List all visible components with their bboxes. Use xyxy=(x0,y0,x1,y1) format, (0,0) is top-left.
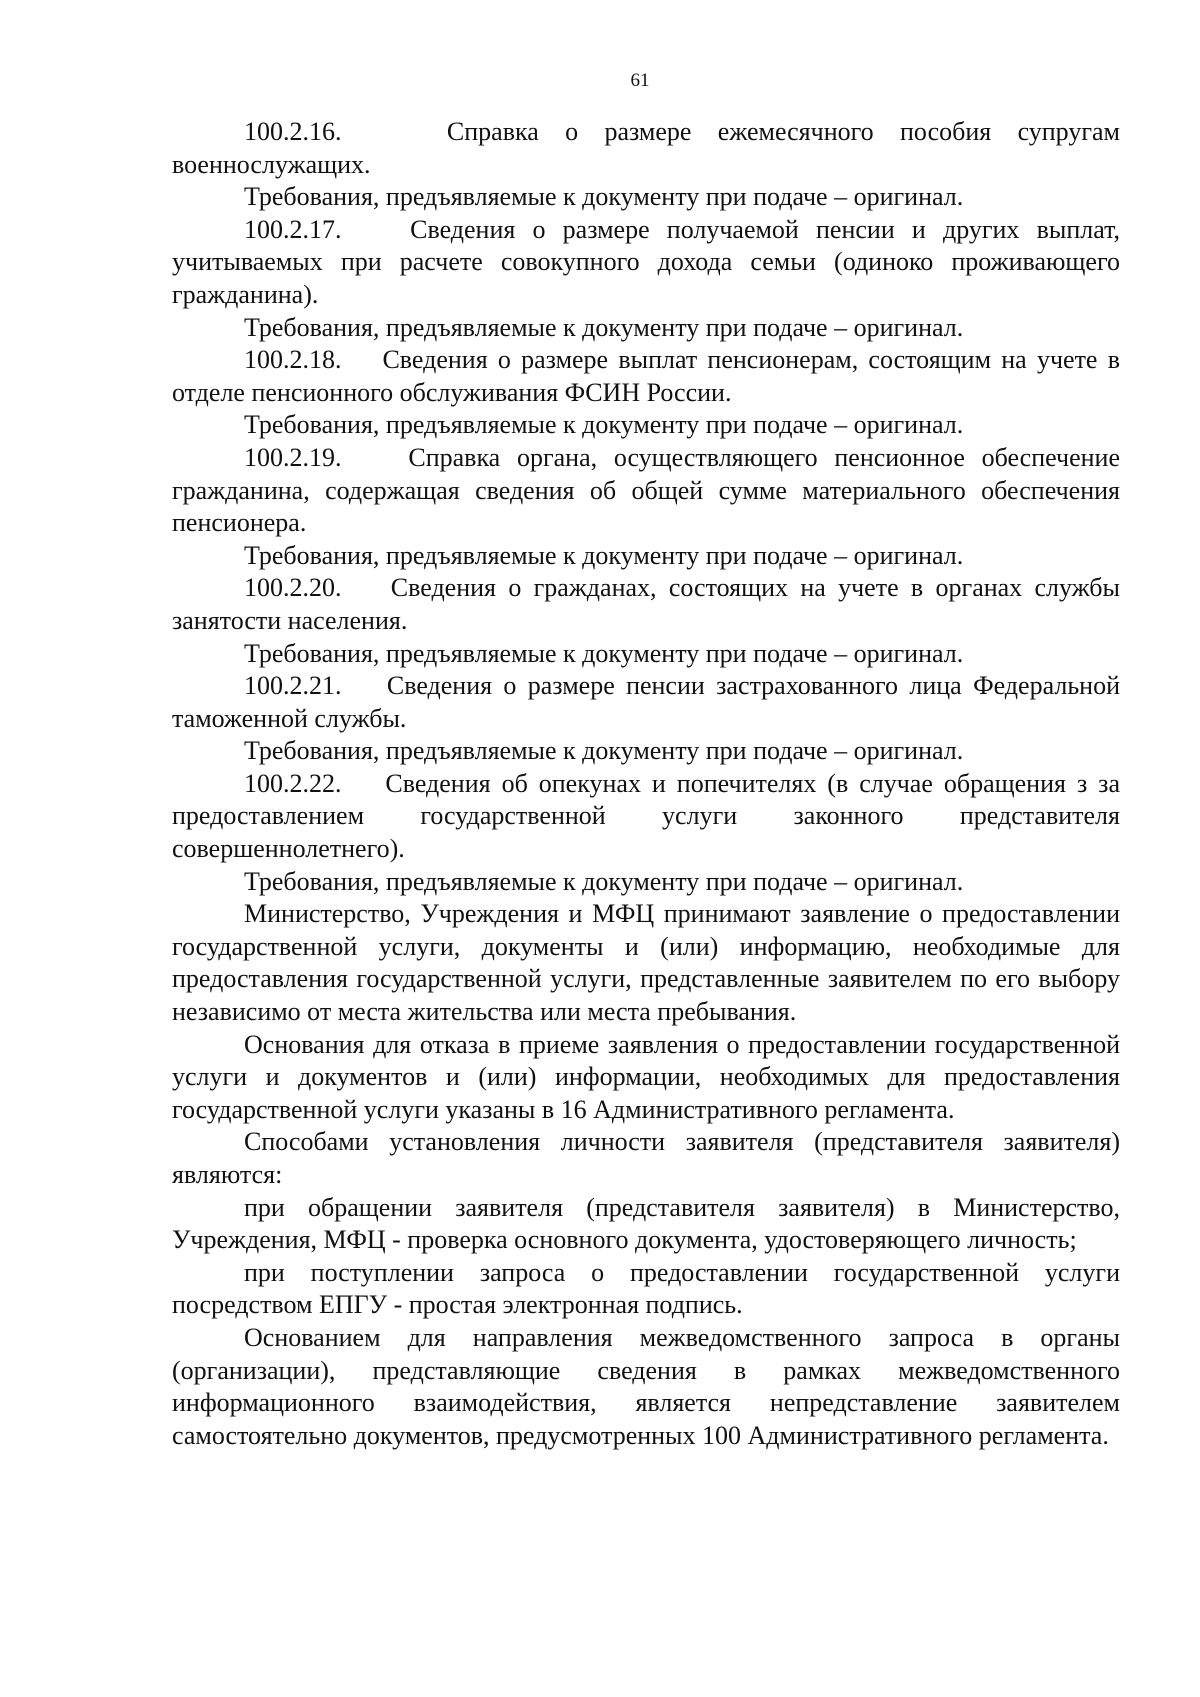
paragraph-item-100-2-16: 100.2.16. Справка о размере ежемесячного пособия супругам военнослужащих. xyxy=(172,117,1127,179)
paragraph-requirements: Требования, предъявляемые к документу при подаче – оригинал. xyxy=(244,410,964,440)
document-body xyxy=(172,116,1127,1452)
paragraph-refusal-grounds: Основания для отказа в приеме заявления о предоставлении государственной услуги и документов и (или) информации, необходимых для предоставления государственной услуги указаны в 16 Административного регламента. xyxy=(172,1029,1127,1124)
paragraph-acceptance: Министерство, Учреждения и МФЦ принимают заявление о предоставлении государственной услуги, документы и (или) информацию, необходимые для предоставления государственной услуги, представленные заявителем по его выбору независимо от места жительства или места пребывания. xyxy=(172,899,1127,1027)
paragraph-requirements: Требования, предъявляемые к документу при подаче – оригинал. xyxy=(244,182,964,212)
paragraph-requirements: Требования, предъявляемые к документу при подаче – оригинал. xyxy=(244,540,964,570)
paragraph-item-100-2-22: 100.2.22. Сведения об опекунах и попечителях (в случае обращения з за предоставлением государственной услуги законного представителя совершеннолетнего). xyxy=(172,768,1127,864)
paragraph-item-100-2-20: 100.2.20. Сведения о гражданах, состоящих на учете в органах службы занятости населения. xyxy=(172,573,1127,635)
paragraph-item-100-2-21: 100.2.21. Сведения о размере пенсии застрахованного лица Федеральной таможенной службы. xyxy=(172,671,1127,733)
paragraph-requirements: Требования, предъявляемые к документу при подаче – оригинал. xyxy=(244,638,964,668)
paragraph-identity-epgu: при поступлении запроса о предоставлении государственной услуги посредством ЕПГУ - простая электронная подпись. xyxy=(172,1257,1127,1320)
page-number: 61 xyxy=(630,70,650,91)
paragraph-item-100-2-17: 100.2.17. Сведения о размере получаемой пенсии и других выплат, учитываемых при расчете совокупного дохода семьи (одиноко проживающего гражданина). xyxy=(172,214,1127,309)
paragraph-item-100-2-18: 100.2.18. Сведения о размере выплат пенсионерам, состоящим на учете в отделе пенсионного обслуживания ФСИН России. xyxy=(172,345,1127,407)
paragraph-requirements: Требования, предъявляемые к документу при подаче – оригинал. xyxy=(244,736,964,766)
paragraph-identity-in-person: при обращении заявителя (представителя заявителя) в Министерство, Учреждения, МФЦ - проверка основного документа, удостоверяющего личность; xyxy=(172,1192,1127,1255)
paragraph-requirements: Требования, предъявляемые к документу при подаче – оригинал. xyxy=(244,866,964,896)
paragraph-identity-methods: Способами установления личности заявителя (представителя заявителя) являются: xyxy=(172,1127,1127,1189)
paragraph-requirements: Требования, предъявляемые к документу при подаче – оригинал. xyxy=(244,312,964,342)
paragraph-interagency-request: Основанием для направления межведомственного запроса в органы (организации), представляющие сведения в рамках межведомственного информационного взаимодействия, является непредставление заявителем самостоятельно документов, предусмотренных 100 Административного регламента. xyxy=(172,1322,1127,1450)
paragraph-item-100-2-19: 100.2.19. Справка органа, осуществляющего пенсионное обеспечение гражданина, содержащая сведения об общей сумме материального обеспечения пенсионера. xyxy=(172,442,1127,538)
